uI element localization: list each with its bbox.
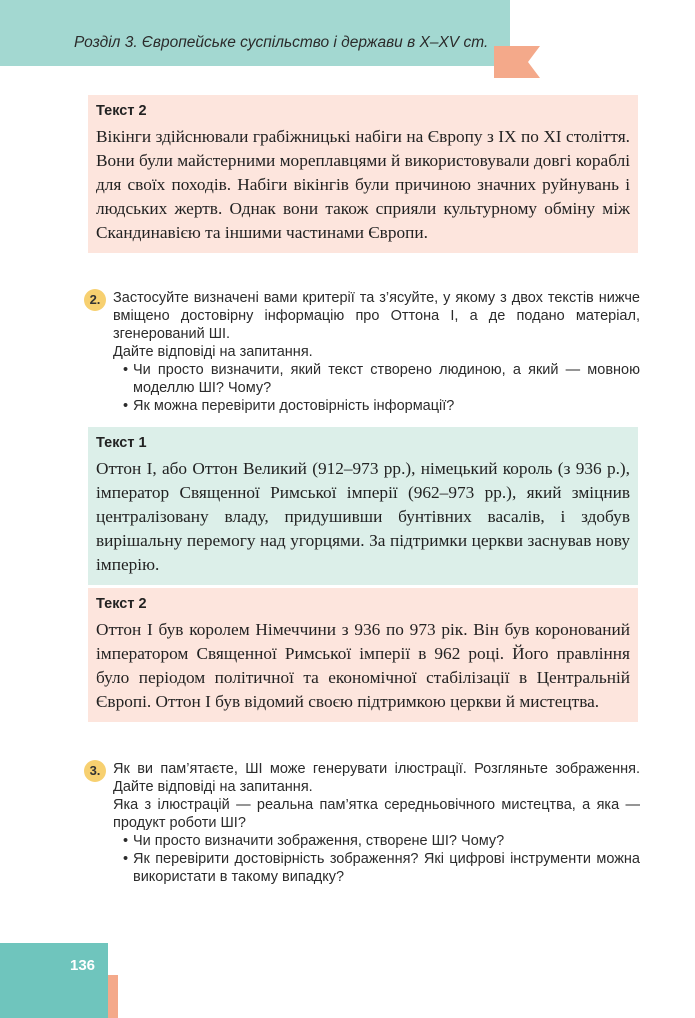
task-number-badge: 2. [84,289,106,311]
task-question: • Як можна перевірити достовірність інформації? [123,397,640,415]
task-body [113,760,640,886]
page-accent-stripe [108,975,118,1018]
task-questions [113,832,640,886]
text-box-label: Текст 1 [96,435,147,451]
text-box-body: Вікінги здійснювали грабіжницькі набіги на Європу з IX по XI століття. Вони були майстерними мореплавцями й використовували довгі кораблі для своїх походів. Набіги вікінгів були причиною значних руйнувань і людських жертв. Однак вони також сприяли культурному обміну між Скандинавією та іншими частинами Європи. [96,127,630,242]
task-intro: Застосуйте визначені вами критерії та з’ясуйте, у якому з двох текстів нижче вміщено достовірну інформацію про Оттона I, а де подано матеріал, згенерований ШІ. [113,290,640,342]
header-ribbon-tab [494,46,540,78]
text-box-body: Оттон I був королем Німеччини з 936 по 973 рік. Він був коронований імператором Священної Римської імперії в 962 році. Його правління було періодом політичної та економічної стабілізації в Центральній Європі. Оттон I був відомий своєю підтримкою церкви й мистецтва. [96,620,630,711]
task-2 [84,289,640,415]
task-prompt: Дайте відповіді на запитання. [113,344,313,360]
page-number-block [0,943,108,1018]
task-number-badge: 3. [84,760,106,782]
chapter-title: Розділ 3. Європейське суспільство і держави в X–XV ст. [74,34,489,51]
header-band [0,0,510,66]
text-box-body: Оттон I, або Оттон Великий (912–973 рр.), німецький король (з 936 р.), імператор Священної Римської імперії (962–973 рр.), який зміцнив централізовану владу, придушивши бунтівних васалів, і здобув вирішальну перемогу над угорцями. За підтримки церкви заснував нову імперію. [96,459,630,574]
task-body [113,289,640,415]
text-box-otto-2 [88,588,638,722]
task-3 [84,760,640,886]
text-box-label: Текст 2 [96,103,147,119]
task-question: • Чи просто визначити зображення, створене ШІ? Чому? [123,832,640,850]
text-box-label: Текст 2 [96,596,147,612]
page-number: 136 [70,957,96,974]
text-box-vikings [88,95,638,253]
task-prompt: Яка з ілюстрацій — реальна пам’ятка середньовічного мистецтва, а яка — продукт роботи ШІ? [113,797,640,831]
text-box-otto-1 [88,427,638,585]
task-questions [113,361,640,415]
task-question: • Чи просто визначити, який текст створено людиною, а який — мовною моделлю ШІ? Чому? [123,361,640,397]
task-intro: Як ви пам’ятаєте, ШІ може генерувати ілюстрації. Розгляньте зображення. Дайте відповіді на запитання. [113,761,640,795]
task-question: • Як перевірити достовірність зображення? Які цифрові інструменти можна використати в такому випадку? [123,850,640,886]
